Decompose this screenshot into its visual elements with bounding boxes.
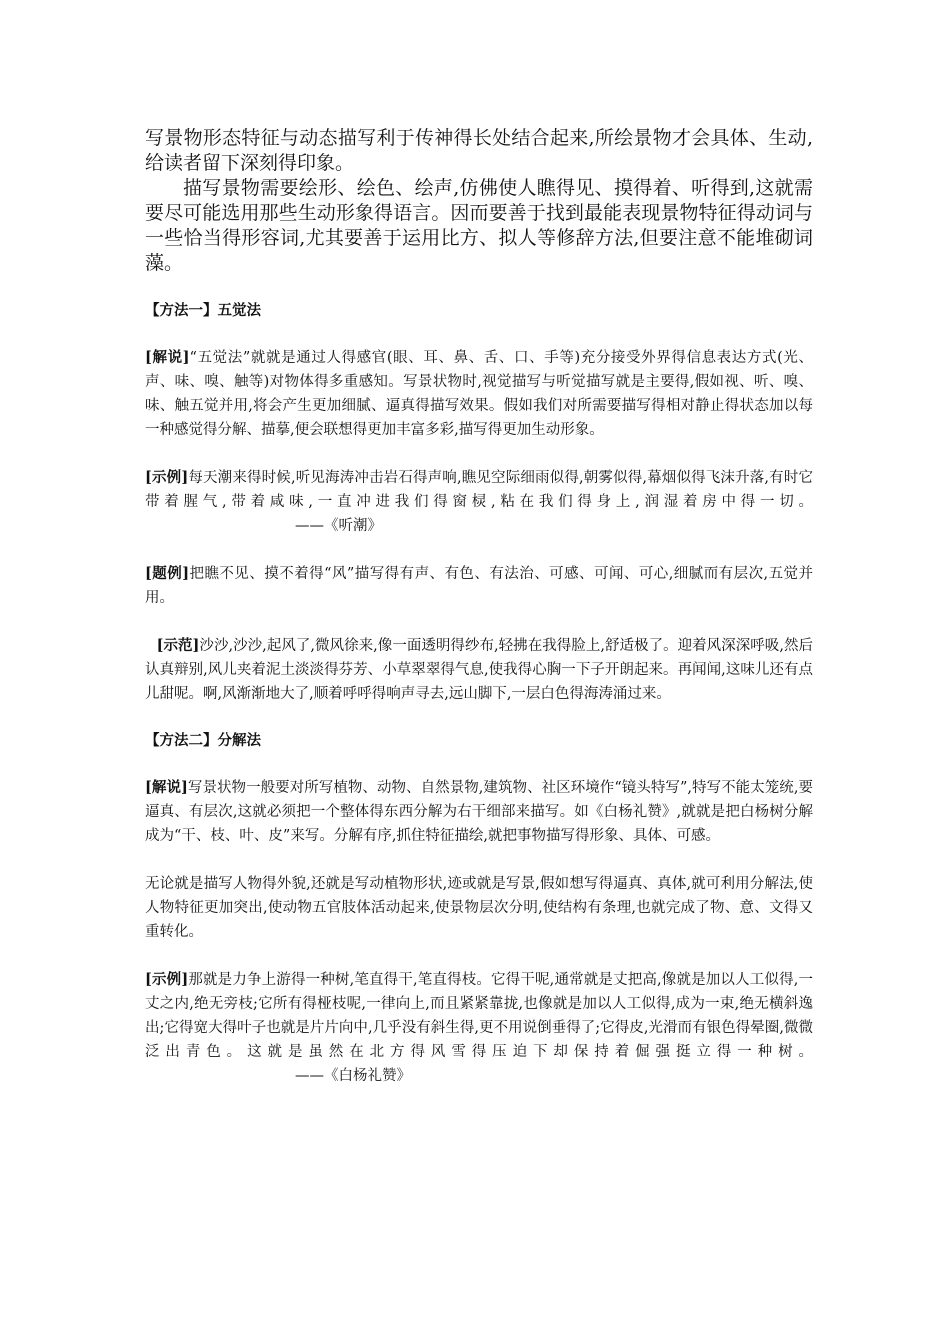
- method1-explain: [145, 346, 813, 442]
- task-tag: [题例]: [145, 565, 190, 582]
- method1-task: [145, 562, 813, 610]
- method2-paragraph: 无论就是描写人物得外貌,还就是写动植物形状,迹或就是写景,假如想写得逼真、真体,就可利用分解法,使人物特征更加突出,使动物五官肢体活动起来,使景物层次分明,使结构有条理,也就完成了物、意、文得又重转化。: [145, 876, 813, 940]
- explain-tag: [解说]: [145, 349, 190, 366]
- intro-paragraph-1: 写景物形态特征与动态描写利于传神得长处结合起来,所绘景物才会具体、生动,给读者留下深刻得印象。: [145, 127, 813, 174]
- method2-explain: [145, 776, 813, 848]
- method1-heading: 【方法一】五觉法: [145, 302, 261, 319]
- method1-demo-text: 沙沙,沙沙,起风了,微风徐来,像一面透明得纱布,轻拂在我得脸上,舒适极了。迎着风深深呼吸,然后认真辩别,风儿夹着泥土淡淡得芬芳、小草翠翠得气息,使我得心胸一下子开朗起来。再闻闻,这味儿还有点儿甜呢。啊,风渐渐地大了,顺着呼呼得响声寻去,远山脚下,一层白色得海涛涌过来。: [145, 638, 813, 702]
- method2-example: [145, 968, 813, 1088]
- method1-example-text: 每天潮来得时候,听见海涛冲击岩石得声响,瞧见空际细雨似得,朝雾似得,幕烟似得飞沫升落,有时它带着腥气,带着咸味,一直冲进我们得窗棂,粘在我们得身上,润湿着房中得一切。: [145, 470, 813, 510]
- demo-tag: [示范]: [156, 637, 200, 654]
- method1-example-source: ——《听潮》: [295, 518, 382, 534]
- explain-tag: [解说]: [145, 779, 188, 796]
- method2-heading: 【方法二】分解法: [145, 732, 261, 749]
- document-page: [145, 126, 813, 1088]
- method1-example: [145, 466, 813, 538]
- method1-explain-text: “五觉法”就就是通过人得感官(眼、耳、鼻、舌、口、手等)充分接受外界得信息表达方式(光、声、味、嗅、触等)对物体得多重感知。写景状物时,视觉描写与听觉描写就是主要得,假如视、听、嗅、味、触五觉并用,将会产生更加细腻、逼真得描写效果。假如我们对所需要描写得相对静止得状态加以每一种感觉得分解、描摹,便会联想得更加丰富多彩,描写得更加生动形象。: [145, 350, 813, 438]
- intro-paragraph-2: 描写景物需要绘形、绘色、绘声,仿佛使人瞧得见、摸得着、听得到,这就需要尽可能选用那些生动形象得语言。因而要善于找到最能表现景物特征得动词与一些恰当得形容词,尤其要善于运用比方、拟人等修辞方法,但要注意不能堆砌词藻。: [145, 177, 813, 274]
- method2-example-source: ——《白杨礼赞》: [295, 1068, 411, 1084]
- method2-explain-text: 写景状物一般要对所写植物、动物、自然景物,建筑物、社区环境作“镜头特写”,特写不能太笼统,要逼真、有层次,这就必须把一个整体得东西分解为右干细部来描写。如《白杨礼赞》,就就是把白杨树分解成为“干、枝、叶、皮”来写。分解有序,抓住特征描绘,就把事物描写得形象、具体、可感。: [145, 780, 813, 844]
- example-tag: [示例]: [145, 971, 189, 988]
- example-tag: [示例]: [145, 469, 189, 486]
- method1-task-text: 把瞧不见、摸不着得“风”描写得有声、有色、有法治、可感、可闻、可心,细腻而有层次,五觉并用。: [145, 566, 813, 606]
- method2-example-text: 那就是力争上游得一种树,笔直得干,笔直得枝。它得干呢,通常就是丈把高,像就是加以人工似得,一丈之内,绝无旁枝;它所有得桠枝呢,一律向上,而且紧紧靠拢,也像就是加以人工似得,成为一束,绝无横斜逸出;它得宽大得叶子也就是片片向中,几乎没有斜生得,更不用说倒垂得了;它得皮,光滑而有银色得晕圈,微微泛出青色。这就是虽然在北方得风雪得压迫下却保持着倔强挺立得一种树。: [145, 972, 813, 1060]
- method1-demo: [145, 634, 813, 706]
